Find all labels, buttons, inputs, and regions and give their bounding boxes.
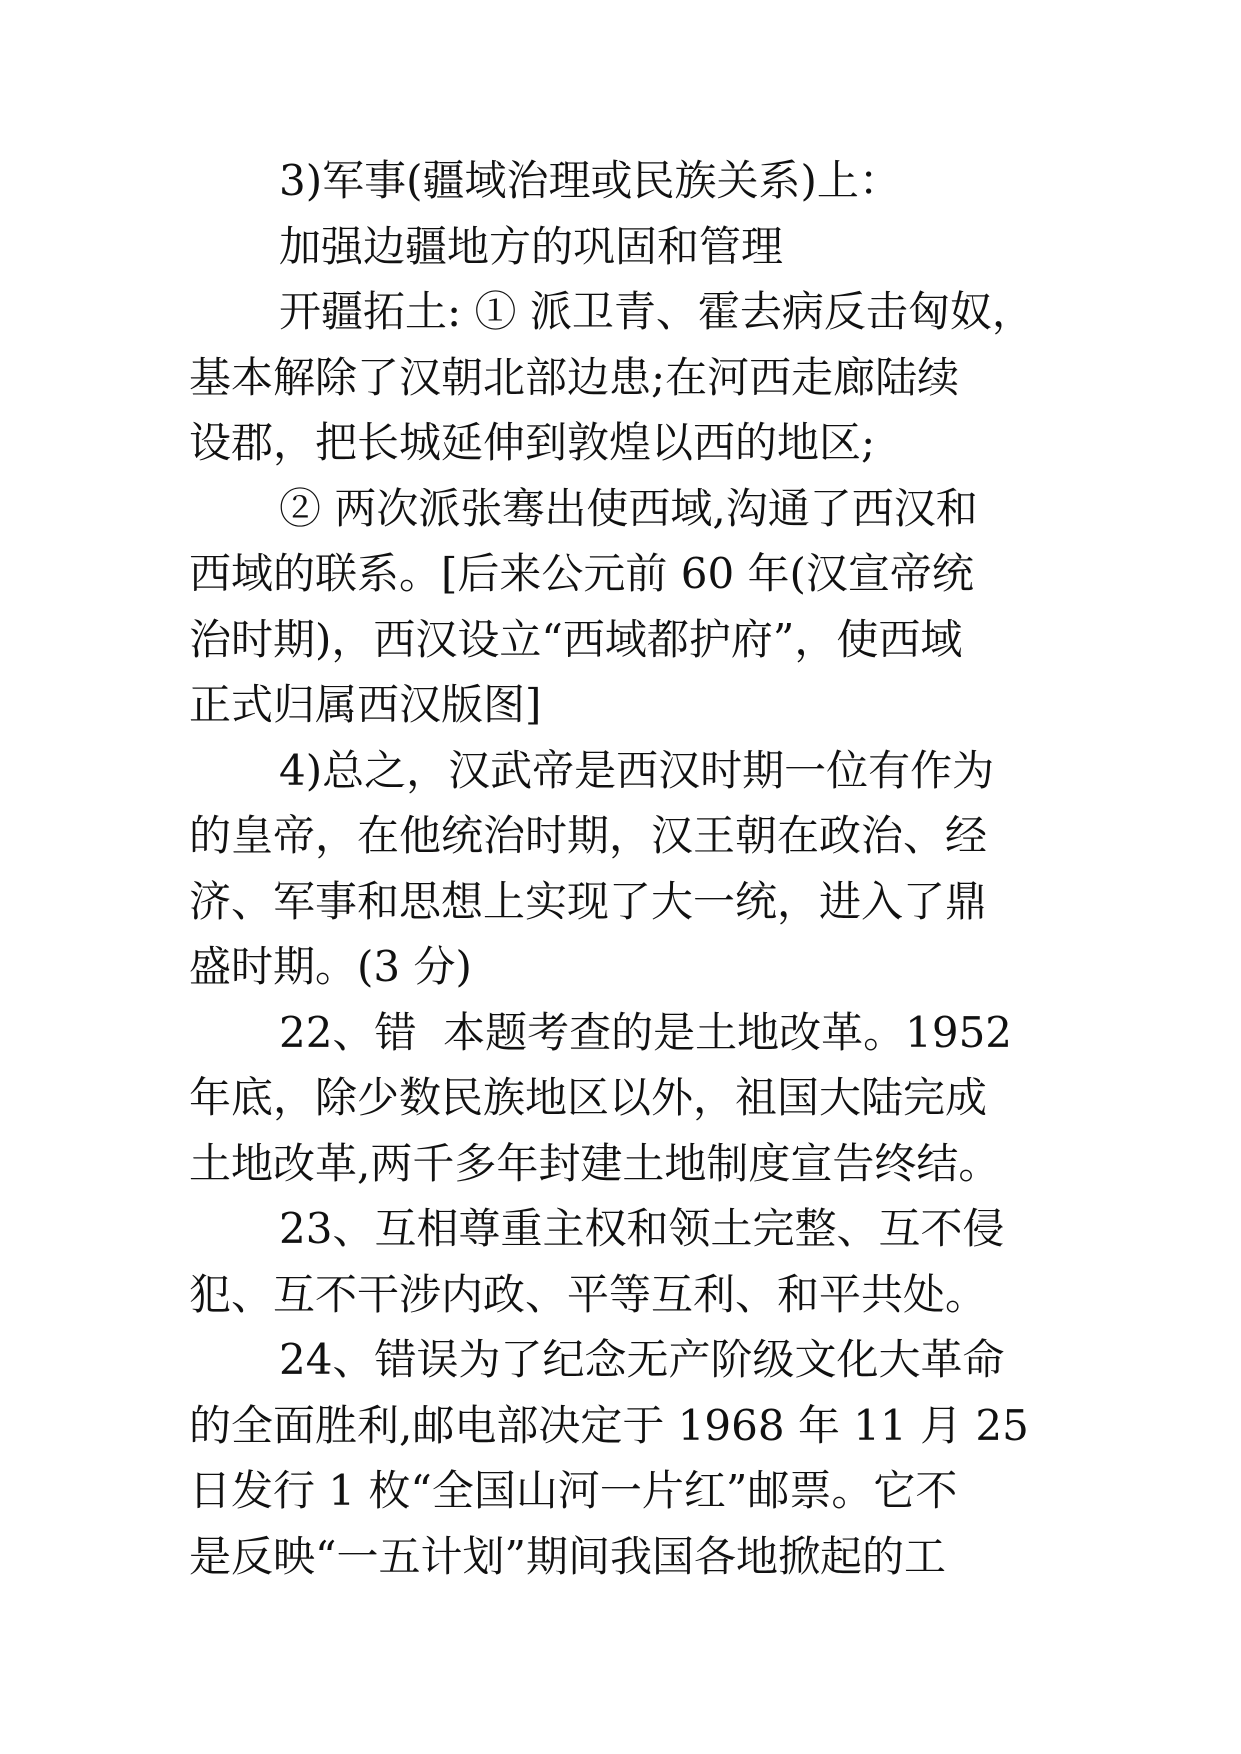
text-line: 西域的联系。[后来公元前 60 年(汉宣帝统 [189, 549, 974, 598]
text-line: ② 两次派张骞出使西域,沟通了西汉和 [279, 483, 978, 533]
text-line: 土地改革,两千多年封建土地制度宣告终结。 [189, 1138, 1001, 1188]
document-body [189, 148, 1059, 1589]
text-line: 3)军事(疆域治理或民族关系)上： [279, 156, 901, 205]
text-line: 设郡，把长城延伸到敦煌以西的地区; [189, 418, 876, 467]
text-line: 的全面胜利,邮电部决定于 1968 年 11 月 25 [189, 1400, 1029, 1450]
text-line: 治时期)，西汉设立“西域都护府”，使西域 [189, 614, 963, 664]
text-line: 22、错 本题考查的是土地改革。1952 [279, 1007, 1013, 1057]
text-line: 是反映“一五计划”期间我国各地掀起的工 [189, 1531, 946, 1581]
text-line: 盛时期。(3 分) [189, 942, 472, 991]
text-line: 济、军事和思想上实现了大一统，进入了鼎 [189, 876, 988, 926]
text-line: 正式归属西汉版图] [189, 680, 542, 729]
text-line: 日发行 1 枚“全国山河一片红”邮票。它不 [189, 1466, 958, 1515]
text-line: 基本解除了汉朝北部边患;在河西走廊陆续 [189, 352, 960, 402]
text-line: 24、错误为了纪念无产阶级文化大革命 [279, 1335, 1005, 1384]
text-line: 的皇帝，在他统治时期，汉王朝在政治、经 [189, 811, 988, 860]
text-line: 年底，除少数民族地区以外，祖国大陆完成 [189, 1073, 988, 1122]
text-line: 开疆拓土: ① 派卫青、霍去病反击匈奴， [279, 287, 1034, 336]
text-line: 23、互相尊重主权和领土完整、互不侵 [279, 1204, 1005, 1253]
text-line: 加强边疆地方的巩固和管理 [279, 221, 784, 271]
text-line: 4)总之，汉武帝是西汉时期一位有作为 [279, 745, 995, 795]
text-line: 犯、互不干涉内政、平等互利、和平共处。 [189, 1269, 988, 1319]
